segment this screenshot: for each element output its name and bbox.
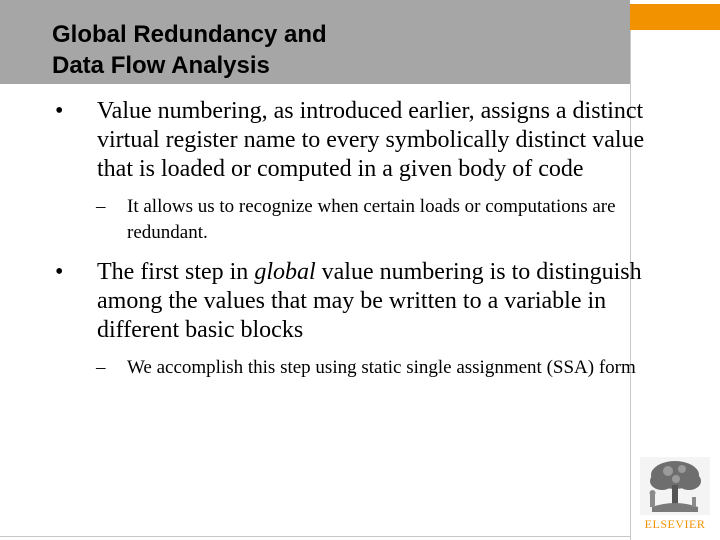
slide-title [52,19,327,81]
slide-body [55,97,655,391]
slide-title-line-1: Global Redundancy and [52,21,327,48]
bullet-text-end: value numbering is to distinguish among the values that may be written to a variable in different basic blocks [97,259,642,343]
sub-bullet-marker: – [96,357,106,378]
sub-bullet-item [55,194,655,246]
bullet-marker: • [55,259,64,285]
publisher-logo [640,457,710,535]
slide-title-line-2: Data Flow Analysis [52,52,270,79]
bullet-text-emphasis: global [254,259,316,285]
sub-bullet-item [55,355,655,381]
bottom-divider [0,536,630,537]
bullet-item [55,258,655,345]
bullet-marker: • [55,98,64,124]
bullet-text-start: The first step in [97,259,255,285]
sub-bullet-text: We accomplish this step using static single assignment (SSA) form [127,357,636,378]
bullet-text: Value numbering, as introduced earlier, assigns a distinct virtual register name to every symbolically distinct value that is loaded or computed in a given body of code [97,98,645,182]
title-bar [0,0,630,84]
orange-accent-bar [630,4,720,30]
sub-bullet-marker: – [96,196,106,217]
elsevier-tree-icon [640,457,710,515]
elsevier-wordmark: ELSEVIER [644,517,706,531]
bullet-item [55,97,655,184]
sub-bullet-text: It allows us to recognize when certain loads or computations are redundant. [127,196,616,243]
